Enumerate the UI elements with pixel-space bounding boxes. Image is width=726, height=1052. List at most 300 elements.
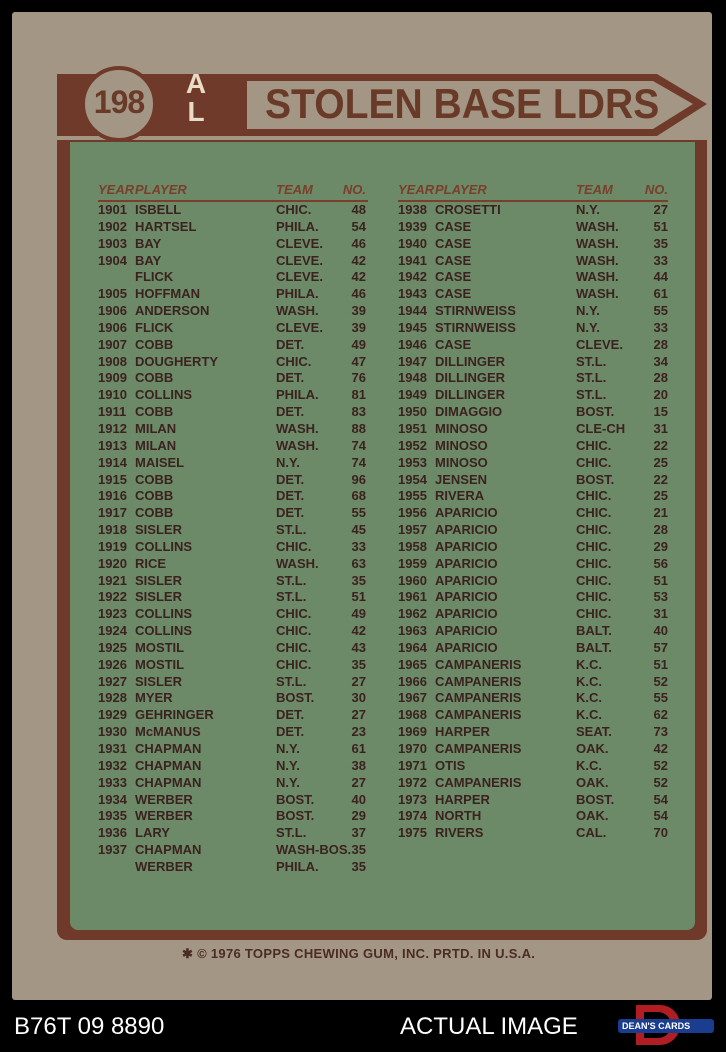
- row-team: K.C.: [576, 673, 602, 689]
- row-year: 1931: [98, 741, 127, 756]
- row-team: K.C.: [576, 690, 602, 706]
- row-player: MILAN: [135, 437, 177, 453]
- row-number: 83: [351, 404, 366, 420]
- row-team: ST.L.: [276, 572, 307, 588]
- row-number: 37: [351, 825, 366, 841]
- row-player: CASE: [435, 235, 472, 251]
- row-year: 1926: [98, 656, 127, 672]
- table-row: [398, 320, 668, 337]
- row-player: CAMPANERIS: [435, 741, 522, 756]
- row-team: BOST.: [276, 690, 315, 706]
- row-player: OTIS: [435, 757, 466, 773]
- row-team: BOST.: [576, 404, 615, 420]
- row-year: 1971: [398, 757, 427, 773]
- row-year: 1929: [98, 707, 127, 723]
- row-player: NORTH: [435, 808, 482, 824]
- row-year: 1906: [98, 319, 127, 335]
- row-player: DOUGHERTY: [135, 353, 219, 369]
- row-player: COBB: [135, 471, 174, 487]
- row-year: 1948: [398, 370, 427, 386]
- row-player: HARPER: [435, 791, 490, 807]
- row-number: 49: [351, 336, 366, 352]
- row-number: 52: [653, 757, 668, 773]
- header-no: NO.: [644, 182, 668, 197]
- header-no: NO.: [342, 182, 366, 197]
- table-row: [398, 455, 668, 472]
- row-team: WASH-BOS.: [276, 842, 352, 858]
- row-year: 1970: [398, 741, 427, 756]
- table-row: [98, 690, 368, 707]
- row-year: 1920: [98, 555, 127, 571]
- row-year: 1947: [398, 353, 427, 369]
- row-year: 1934: [98, 791, 127, 807]
- row-number: 20: [653, 387, 668, 403]
- row-player: STIRNWEISS: [435, 319, 516, 335]
- header-player: PLAYER: [435, 182, 487, 197]
- row-player: CASE: [435, 218, 472, 234]
- row-team: WASH.: [276, 303, 319, 319]
- row-year: 1945: [398, 319, 427, 335]
- table-row: [398, 775, 668, 792]
- row-year: 1938: [398, 202, 427, 217]
- table-row: [398, 556, 668, 573]
- row-year: 1973: [398, 791, 427, 807]
- row-year: 1903: [98, 235, 127, 251]
- table-row: [398, 522, 668, 539]
- row-player: HARPER: [435, 724, 490, 740]
- row-number: 96: [351, 471, 366, 487]
- table-row: [98, 842, 368, 859]
- row-team: ST.L.: [576, 353, 607, 369]
- table-row: [398, 404, 668, 421]
- row-year: 1967: [398, 690, 427, 706]
- row-team: K.C.: [576, 656, 602, 672]
- right-column-header: [398, 182, 668, 202]
- header-year: YEAR: [98, 182, 135, 197]
- row-number: 63: [351, 555, 366, 571]
- row-number: 44: [653, 269, 668, 285]
- row-number: 88: [351, 420, 366, 436]
- table-row: [98, 370, 368, 387]
- row-team: CHIC.: [576, 505, 612, 521]
- row-team: N.Y.: [576, 303, 600, 319]
- row-number: 62: [653, 707, 668, 723]
- row-year: 1914: [98, 454, 127, 470]
- row-player: MINOSO: [435, 454, 488, 470]
- row-team: N.Y.: [576, 202, 600, 217]
- table-row: [398, 286, 668, 303]
- row-player: HARTSEL: [135, 218, 197, 234]
- row-year: 1958: [398, 538, 427, 554]
- table-row: [398, 269, 668, 286]
- table-row: [98, 488, 368, 505]
- row-player: APARICIO: [435, 555, 498, 571]
- row-team: WASH.: [276, 437, 319, 453]
- row-player: WERBER: [135, 808, 193, 824]
- row-player: SISLER: [135, 572, 182, 588]
- row-player: WERBER: [135, 791, 193, 807]
- row-year: 1939: [398, 218, 427, 234]
- row-team: K.C.: [576, 757, 602, 773]
- row-player: SISLER: [135, 589, 182, 605]
- row-team: DET.: [276, 488, 305, 504]
- row-number: 54: [653, 808, 668, 824]
- row-number: 35: [351, 572, 366, 588]
- row-player: COBB: [135, 488, 174, 504]
- row-year: 1951: [398, 420, 427, 436]
- row-player: CHAPMAN: [135, 842, 202, 858]
- row-team: WASH.: [576, 218, 619, 234]
- header-year: YEAR: [398, 182, 435, 197]
- table-row: [398, 337, 668, 354]
- row-year: 1906: [98, 303, 127, 319]
- table-row: [398, 724, 668, 741]
- row-team: BALT.: [576, 639, 612, 655]
- row-number: 70: [653, 825, 668, 841]
- table-row: [98, 589, 368, 606]
- row-player: CHAPMAN: [135, 757, 202, 773]
- row-player: RIVERA: [435, 488, 485, 504]
- row-team: CLEVE.: [276, 235, 323, 251]
- table-row: [98, 236, 368, 253]
- row-number: 35: [653, 235, 668, 251]
- row-year: 1942: [398, 269, 427, 285]
- table-row: [98, 202, 368, 219]
- row-team: CLEVE.: [276, 252, 323, 268]
- row-number: 28: [653, 370, 668, 386]
- table-row: [98, 404, 368, 421]
- right-column: [398, 182, 668, 842]
- row-number: 25: [653, 454, 668, 470]
- row-year: 1949: [398, 387, 427, 403]
- row-number: 38: [351, 757, 366, 773]
- row-number: 55: [351, 505, 366, 521]
- row-player: McMANUS: [135, 724, 201, 740]
- row-year: 1913: [98, 437, 127, 453]
- row-team: CLEVE.: [276, 319, 323, 335]
- row-player: CASE: [435, 336, 472, 352]
- row-number: 27: [653, 202, 668, 217]
- copyright-line: ✱ © 1976 TOPPS CHEWING GUM, INC. PRTD. IN U.S.A.: [182, 946, 536, 961]
- row-team: OAK.: [576, 774, 609, 790]
- row-team: PHILA.: [276, 218, 319, 234]
- row-player: APARICIO: [435, 572, 498, 588]
- table-row: [98, 286, 368, 303]
- row-year: 1910: [98, 387, 127, 403]
- row-team: WASH.: [576, 235, 619, 251]
- table-row: [98, 269, 368, 286]
- row-team: CAL.: [576, 825, 607, 841]
- row-number: 31: [653, 606, 668, 622]
- row-number: 39: [351, 319, 366, 335]
- row-number: 55: [653, 690, 668, 706]
- table-row: [398, 253, 668, 270]
- row-year: 1957: [398, 522, 427, 538]
- row-team: CHIC.: [576, 454, 612, 470]
- row-number: 48: [351, 202, 366, 217]
- table-row: [398, 606, 668, 623]
- row-year: 1932: [98, 757, 127, 773]
- row-player: COLLINS: [135, 606, 193, 622]
- row-player: DIMAGGIO: [435, 404, 503, 420]
- row-player: CHAPMAN: [135, 774, 202, 790]
- row-player: APARICIO: [435, 606, 498, 622]
- row-player: RICE: [135, 555, 167, 571]
- table-row: [398, 674, 668, 691]
- row-number: 29: [351, 808, 366, 824]
- table-row: [98, 724, 368, 741]
- row-team: WASH.: [276, 555, 319, 571]
- row-year: 1905: [98, 286, 127, 302]
- row-team: CHIC.: [276, 639, 312, 655]
- row-year: 1974: [398, 808, 427, 824]
- table-row: [98, 539, 368, 556]
- row-team: ST.L.: [576, 370, 607, 386]
- row-number: 43: [351, 639, 366, 655]
- row-team: BOST.: [276, 808, 315, 824]
- row-player: CASE: [435, 269, 472, 285]
- row-player: CASE: [435, 286, 472, 302]
- row-year: 1924: [98, 623, 127, 639]
- table-row: [98, 825, 368, 842]
- table-row: [398, 303, 668, 320]
- row-year: 1969: [398, 724, 427, 740]
- row-team: CHIC.: [276, 202, 312, 217]
- row-number: 42: [653, 741, 668, 756]
- row-player: COLLINS: [135, 623, 193, 639]
- row-player: MAISEL: [135, 454, 185, 470]
- table-row: [398, 758, 668, 775]
- row-player: DILLINGER: [435, 353, 506, 369]
- row-year: 1936: [98, 825, 127, 841]
- row-year: 1928: [98, 690, 127, 706]
- row-player: MILAN: [135, 420, 177, 436]
- row-player: COLLINS: [135, 538, 193, 554]
- league-letter-l: L: [187, 96, 205, 127]
- table-row: [398, 370, 668, 387]
- row-year: 1965: [398, 656, 427, 672]
- row-player: MINOSO: [435, 437, 488, 453]
- row-player: CAMPANERIS: [435, 656, 522, 672]
- row-team: N.Y.: [576, 319, 600, 335]
- row-year: 1933: [98, 774, 127, 790]
- row-player: COBB: [135, 505, 174, 521]
- row-team: BOST.: [576, 471, 615, 487]
- row-year: 1927: [98, 673, 127, 689]
- row-number: 27: [351, 774, 366, 790]
- row-number: 22: [653, 437, 668, 453]
- row-year: 1901: [98, 202, 127, 217]
- table-row: [398, 354, 668, 371]
- row-player: APARICIO: [435, 522, 498, 538]
- header-team: TEAM: [576, 182, 613, 197]
- row-number: 28: [653, 522, 668, 538]
- header-player: PLAYER: [135, 182, 187, 197]
- row-team: CHIC.: [576, 572, 612, 588]
- table-row: [398, 488, 668, 505]
- header-team: TEAM: [276, 182, 313, 197]
- row-year: 1916: [98, 488, 127, 504]
- row-number: 68: [351, 488, 366, 504]
- row-player: CROSETTI: [435, 202, 501, 217]
- row-number: 45: [351, 522, 366, 538]
- table-row: [98, 573, 368, 590]
- row-team: CLEVE.: [276, 269, 323, 285]
- row-player: ANDERSON: [135, 303, 210, 319]
- row-year: 1972: [398, 774, 427, 790]
- row-player: CASE: [435, 252, 472, 268]
- row-player: APARICIO: [435, 623, 498, 639]
- row-year: 1922: [98, 589, 127, 605]
- row-year: 1968: [398, 707, 427, 723]
- logo-text: DEAN'S CARDS: [622, 1021, 691, 1031]
- row-player: SISLER: [135, 522, 182, 538]
- row-team: K.C.: [576, 707, 602, 723]
- table-row: [98, 354, 368, 371]
- table-row: [98, 606, 368, 623]
- table-row: [98, 741, 368, 758]
- table-row: [398, 438, 668, 455]
- row-team: DET.: [276, 336, 305, 352]
- row-number: 46: [351, 286, 366, 302]
- row-year: 1904: [98, 252, 127, 268]
- row-number: 42: [351, 252, 366, 268]
- row-year: 1955: [398, 488, 427, 504]
- row-team: ST.L.: [276, 673, 307, 689]
- table-row: [98, 505, 368, 522]
- row-player: APARICIO: [435, 589, 498, 605]
- row-player: SISLER: [135, 673, 182, 689]
- row-player: COBB: [135, 404, 174, 420]
- row-team: DET.: [276, 471, 305, 487]
- table-row: [398, 202, 668, 219]
- row-year: 1956: [398, 505, 427, 521]
- table-row: [98, 455, 368, 472]
- row-player: APARICIO: [435, 538, 498, 554]
- row-year: 1918: [98, 522, 127, 538]
- row-team: N.Y.: [276, 774, 300, 790]
- row-team: CLE-CH: [576, 420, 626, 436]
- row-player: FLICK: [135, 319, 174, 335]
- row-number: 40: [653, 623, 668, 639]
- row-year: 1950: [398, 404, 427, 420]
- row-player: FLICK: [135, 269, 174, 285]
- row-number: 52: [653, 774, 668, 790]
- row-number: 29: [653, 538, 668, 554]
- row-team: CHIC.: [576, 538, 612, 554]
- row-number: 23: [351, 724, 366, 740]
- table-row: [98, 522, 368, 539]
- row-number: 33: [351, 538, 366, 554]
- row-player: COLLINS: [135, 387, 193, 403]
- row-team: CHIC.: [276, 656, 312, 672]
- row-team: CHIC.: [576, 606, 612, 622]
- row-team: N.Y.: [276, 741, 300, 756]
- row-number: 33: [653, 252, 668, 268]
- row-player: BAY: [135, 252, 162, 268]
- row-team: CHIC.: [576, 522, 612, 538]
- row-number: 76: [351, 370, 366, 386]
- table-row: [98, 623, 368, 640]
- row-player: DILLINGER: [435, 370, 506, 386]
- row-team: OAK.: [576, 808, 609, 824]
- table-row: [98, 792, 368, 809]
- row-year: 1919: [98, 538, 127, 554]
- row-team: DET.: [276, 404, 305, 420]
- row-player: CHAPMAN: [135, 741, 202, 756]
- row-number: 81: [351, 387, 366, 403]
- row-number: 46: [351, 235, 366, 251]
- row-number: 28: [653, 336, 668, 352]
- row-year: 1959: [398, 555, 427, 571]
- row-year: 1937: [98, 842, 127, 858]
- table-row: [98, 859, 368, 876]
- row-year: 1943: [398, 286, 427, 302]
- row-team: PHILA.: [276, 286, 319, 302]
- table-row: [398, 236, 668, 253]
- table-row: [398, 741, 668, 758]
- row-number: 40: [351, 791, 366, 807]
- table-row: [98, 808, 368, 825]
- row-year: 1941: [398, 252, 427, 268]
- row-number: 47: [351, 353, 366, 369]
- row-team: WASH.: [576, 252, 619, 268]
- row-year: 1902: [98, 218, 127, 234]
- table-row: [98, 472, 368, 489]
- row-number: 51: [653, 218, 668, 234]
- league-abbrev: [176, 70, 216, 126]
- row-year: 1940: [398, 235, 427, 251]
- row-player: RIVERS: [435, 825, 484, 841]
- row-team: N.Y.: [276, 757, 300, 773]
- row-year: 1925: [98, 639, 127, 655]
- row-year: 1908: [98, 353, 127, 369]
- row-year: 1946: [398, 336, 427, 352]
- left-column: [98, 182, 368, 876]
- row-team: ST.L.: [276, 589, 307, 605]
- row-player: JENSEN: [435, 471, 488, 487]
- row-number: 54: [351, 218, 366, 234]
- row-year: 1966: [398, 673, 427, 689]
- row-player: CAMPANERIS: [435, 707, 522, 723]
- row-team: ST.L.: [276, 825, 307, 841]
- row-number: 49: [351, 606, 366, 622]
- row-number: 51: [351, 589, 366, 605]
- table-row: [398, 623, 668, 640]
- row-player: HOFFMAN: [135, 286, 200, 302]
- table-row: [398, 589, 668, 606]
- row-player: COBB: [135, 370, 174, 386]
- table-row: [98, 775, 368, 792]
- table-row: [398, 792, 668, 809]
- inventory-code: B76T 09 8890: [14, 1013, 165, 1040]
- row-number: 74: [351, 454, 366, 470]
- row-team: SEAT.: [576, 724, 612, 740]
- row-number: 22: [653, 471, 668, 487]
- row-number: 52: [653, 673, 668, 689]
- row-team: CHIC.: [276, 606, 312, 622]
- row-number: 35: [351, 842, 366, 858]
- row-number: 35: [351, 656, 366, 672]
- row-number: 15: [653, 404, 668, 420]
- row-year: 1952: [398, 437, 427, 453]
- row-year: 1975: [398, 825, 427, 841]
- table-row: [398, 505, 668, 522]
- row-number: 53: [653, 589, 668, 605]
- row-year: 1963: [398, 623, 427, 639]
- table-row: [398, 690, 668, 707]
- row-year: 1961: [398, 589, 427, 605]
